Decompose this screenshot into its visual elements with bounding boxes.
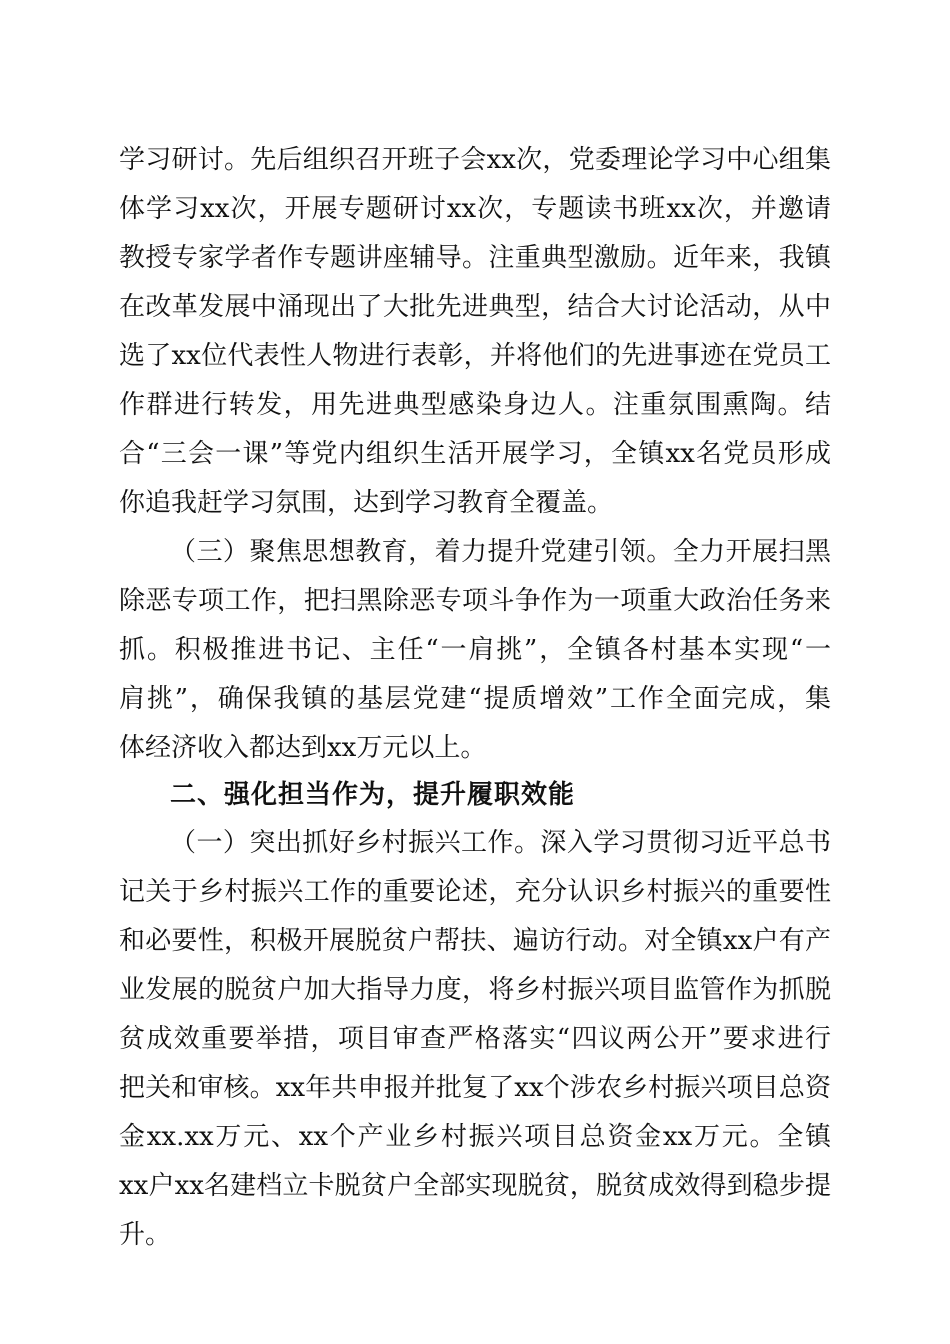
paragraph-line: （一）突出抓好乡村振兴工作。深入学习贯彻习近平总书	[170, 828, 831, 858]
paragraph-line: 合“三会一课”等党内组织生活开展学习，全镇xx名党员形成	[119, 439, 831, 469]
paragraph-line: 和必要性，积极开展脱贫户帮扶、遍访行动。对全镇xx户有产	[119, 926, 831, 956]
paragraph-line: 金xx.xx万元、xx个产业乡村振兴项目总资金xx万元。全镇	[119, 1122, 831, 1152]
paragraph-line: 学习研讨。先后组织召开班子会xx次，党委理论学习中心组集	[119, 145, 831, 175]
paragraph-line: 抓。积极推进书记、主任“一肩挑”，全镇各村基本实现“一	[119, 635, 831, 665]
paragraph-line: 体学习xx次，开展专题研讨xx次，专题读书班xx次，并邀请	[119, 194, 831, 224]
paragraph-line: 把关和审核。xx年共申报并批复了xx个涉农乡村振兴项目总资	[119, 1073, 831, 1103]
paragraph-line: 选了xx位代表性人物进行表彰，并将他们的先进事迹在党员工	[119, 341, 831, 371]
paragraph-line: 体经济收入都达到xx万元以上。	[119, 733, 487, 763]
paragraph-line: 升。	[119, 1220, 172, 1250]
paragraph-line: 作群进行转发，用先进典型感染身边人。注重氛围熏陶。结	[119, 390, 831, 420]
paragraph-line: 贫成效重要举措，项目审查严格落实“四议两公开”要求进行	[119, 1024, 831, 1054]
section-heading: 二、强化担当作为，提升履职效能	[170, 780, 576, 810]
paragraph-line: 业发展的脱贫户加大指导力度，将乡村振兴项目监管作为抓脱	[119, 975, 831, 1005]
paragraph-line: 除恶专项工作，把扫黑除恶专项斗争作为一项重大政治任务来	[119, 586, 831, 616]
paragraph-line: 记关于乡村振兴工作的重要论述，充分认识乡村振兴的重要性	[119, 877, 831, 907]
paragraph-line: 你追我赶学习氛围，达到学习教育全覆盖。	[119, 488, 614, 518]
paragraph-line: xx户xx名建档立卡脱贫户全部实现脱贫，脱贫成效得到稳步提	[119, 1171, 831, 1201]
paragraph-line: 教授专家学者作专题讲座辅导。注重典型激励。近年来，我镇	[119, 243, 831, 273]
paragraph-line: 在改革发展中涌现出了大批先进典型，结合大讨论活动，从中	[119, 292, 831, 322]
paragraph-line: 肩挑”，确保我镇的基层党建“提质增效”工作全面完成，集	[119, 684, 831, 714]
paragraph-line: （三）聚焦思想教育，着力提升党建引领。全力开展扫黑	[170, 537, 831, 567]
